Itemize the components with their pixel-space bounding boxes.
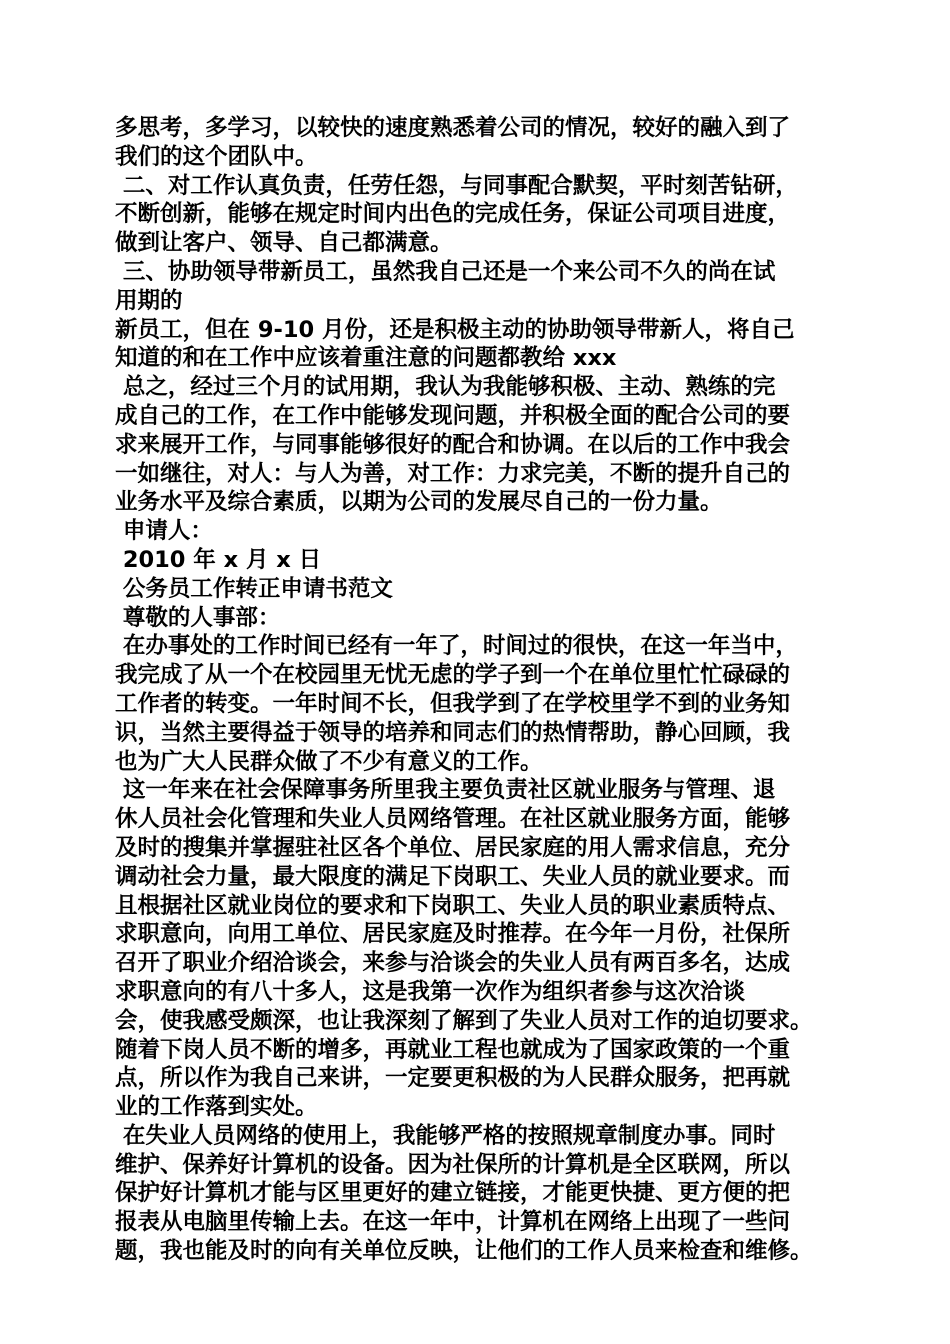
- text-line: 调动社会力量，最大限度的满足下岗职工、失业人员的就业要求。而: [115, 863, 791, 890]
- text-line: 用期的: [115, 287, 183, 314]
- applicant-label: 申请人：: [115, 518, 213, 545]
- text-line: 保护好计算机才能与区里更好的建立链接，才能更快捷、更方便的把: [115, 1180, 791, 1207]
- text-line: 总之，经过三个月的试用期，我认为我能够积极、主动、熟练的完: [115, 374, 776, 401]
- text-line: 点，所以作为我自己来讲，一定要更积极的为人民群众服务，把再就: [115, 1065, 791, 1092]
- text-line: 我完成了从一个在校园里无忧无虑的学子到一个在单位里忙忙碌碌的: [115, 662, 791, 689]
- text-line: 休人员社会化管理和失业人员网络管理。在社区就业服务方面，能够: [115, 806, 791, 833]
- text-line: 维护、保养好计算机的设备。因为社保所的计算机是全区联网，所以: [115, 1151, 791, 1178]
- text-line: 业务水平及综合素质，以期为公司的发展尽自己的一份力量。: [115, 489, 723, 516]
- text-line: 工作者的转变。一年时间不长，但我学到了在学校里学不到的业务知: [115, 690, 791, 717]
- text-line: 会，使我感受颇深，也让我深刻了解到了失业人员对工作的迫切要求。: [115, 1007, 813, 1034]
- text-line: 识，当然主要得益于领导的培养和同志们的热情帮助，静心回顾，我: [115, 719, 791, 746]
- text-line: 求职意向，向用工单位、居民家庭及时推荐。在今年一月份，社保所: [115, 921, 791, 948]
- text-line: 在办事处的工作时间已经有一年了，时间过的很快，在这一年当中，: [115, 633, 798, 660]
- text-line: 求来展开工作，与同事能够很好的配合和协调。在以后的工作中我会: [115, 431, 791, 458]
- text-line: 不断创新，能够在规定时间内出色的完成任务，保证公司项目进度，: [115, 201, 791, 228]
- text-line: 一如继往，对人：与人为善，对工作：力求完美，不断的提升自己的: [115, 460, 791, 487]
- text-line: 报表从电脑里传输上去。在这一年中，计算机在网络上出现了一些问: [115, 1209, 791, 1236]
- text-line: 在失业人员网络的使用上，我能够严格的按照规章制度办事。同时: [115, 1122, 776, 1149]
- document-body: [115, 114, 845, 1266]
- text-line: 做到让客户、领导、自己都满意。: [115, 230, 453, 257]
- text-line: 新员工，但在 9-10 月份，还是积极主动的协助领导带新人，将自己: [115, 316, 795, 343]
- text-line: 也为广大人民群众做了不少有意义的工作。: [115, 748, 543, 775]
- text-line: 题，我也能及时的向有关单位反映，让他们的工作人员来检查和维修。: [115, 1238, 813, 1265]
- text-line: 成自己的工作，在工作中能够发现问题，并积极全面的配合公司的要: [115, 402, 791, 429]
- section-title: 公务员工作转正申请书范文: [115, 575, 393, 602]
- text-line: 业的工作落到实处。: [115, 1094, 318, 1121]
- text-line: 知道的和在工作中应该着重注意的问题都教给 xxx: [115, 345, 617, 372]
- text-line: 这一年来在社会保障事务所里我主要负责社区就业服务与管理、退: [115, 777, 776, 804]
- text-line: 多思考，多学习，以较快的速度熟悉着公司的情况，较好的融入到了: [115, 115, 791, 141]
- text-line: 召开了职业介绍洽谈会，来参与洽谈会的失业人员有两百多名，达成: [115, 950, 791, 977]
- text-line: 三、协助领导带新员工，虽然我自己还是一个来公司不久的尚在试: [115, 258, 776, 285]
- date-line: 2010 年 x 月 x 日: [115, 546, 322, 573]
- text-line: 我们的这个团队中。: [115, 143, 318, 170]
- text-line: 随着下岗人员不断的增多，再就业工程也就成为了国家政策的一个重: [115, 1036, 791, 1063]
- text-line: 求职意向的有八十多人，这是我第一次作为组织者参与这次洽谈: [115, 978, 746, 1005]
- salutation: 尊敬的人事部：: [115, 604, 281, 631]
- text-line: 二、对工作认真负责，任劳任怨，与同事配合默契，平时刻苦钻研，: [115, 172, 798, 199]
- text-line: 且根据社区就业岗位的要求和下岗职工、失业人员的职业素质特点、: [115, 892, 791, 919]
- text-line: 及时的搜集并掌握驻社区各个单位、居民家庭的用人需求信息，充分: [115, 834, 791, 861]
